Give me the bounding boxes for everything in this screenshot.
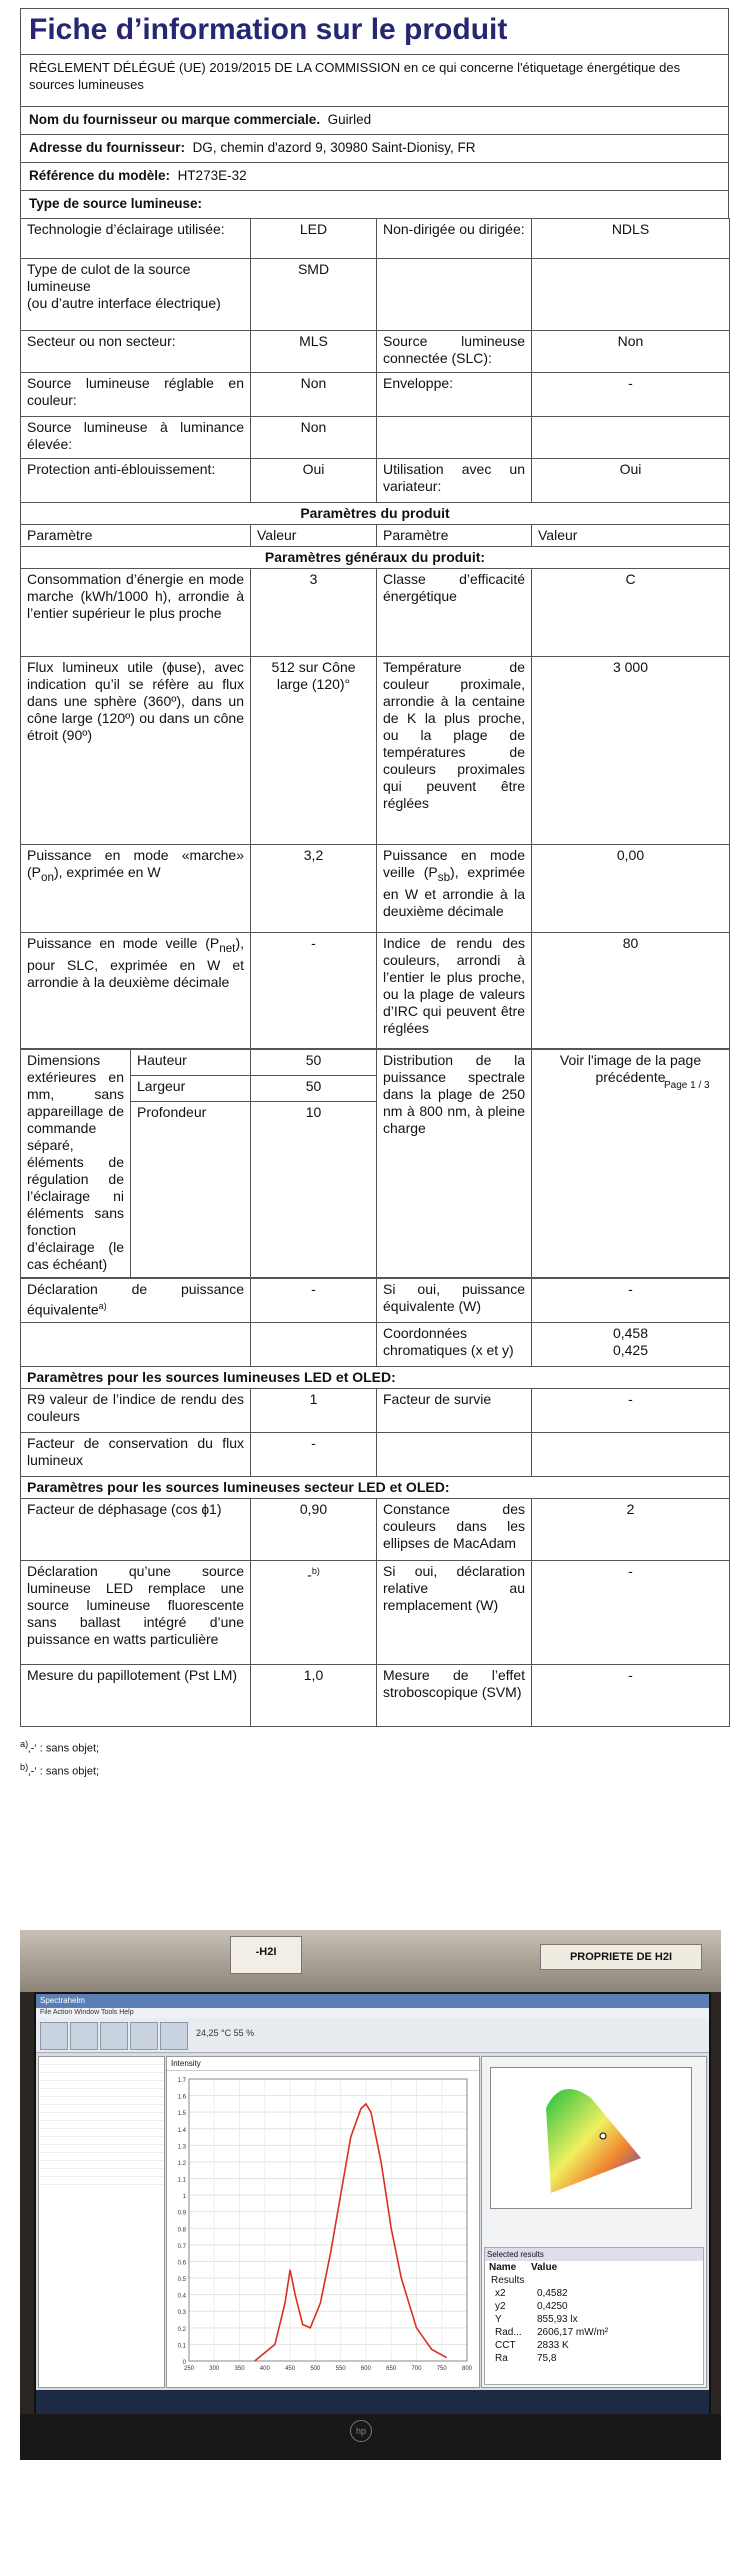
hauteur-label: Hauteur <box>131 1050 251 1076</box>
x-tick-label: 500 <box>310 2366 321 2372</box>
col-value-2: Valeur <box>532 525 730 547</box>
largeur-value: 50 <box>251 1076 377 1102</box>
classe-value: C <box>532 569 730 657</box>
hauteur-value: 50 <box>251 1050 377 1076</box>
variateur-label: Utilisation avec un variateur: <box>377 459 532 503</box>
save-icon <box>70 2022 98 2050</box>
source-type-header: Type de source lumineuse: <box>20 190 729 218</box>
y-tick-label: 1.7 <box>177 2078 186 2084</box>
result-name: y2 <box>495 2301 506 2312</box>
decl-table <box>20 1278 730 1727</box>
chromaticity-point <box>600 2133 606 2139</box>
decl-label: Déclaration de puissance équivalente$^{a)}$ <box>21 1279 251 1323</box>
result-value: 855,93 lx <box>537 2314 578 2325</box>
y-tick-label: 1.4 <box>177 2127 186 2134</box>
spectrometer-photo <box>20 1930 721 2460</box>
sidecl-label: Si oui, déclaration relative au remplacement (W) <box>377 1561 532 1665</box>
svm-value: - <box>532 1665 730 1727</box>
page-number: Page 1 / 3 <box>664 1080 710 1091</box>
results-table <box>484 2247 704 2385</box>
siequiv-label: Si oui, puissance équivalente (W) <box>377 1279 532 1323</box>
dims-label: Dimensions extérieures en mm, sans appareillage de commande séparé, éléments de régulation de l’éclairage ni éléments sans fonction d’éclairage (le cas échéant) <box>21 1050 131 1278</box>
plot-frame <box>189 2079 467 2361</box>
connectee-value: Non <box>532 331 730 373</box>
col-param-1: Paramètre <box>21 525 251 547</box>
footnote-a: $^{a)}$‚-‘ : sans objet; <box>20 1739 100 1755</box>
temp-label: Température de couleur proximale, arrondie à la centaine de K la plus proche, ou la plage de températures de couleurs proximales qui peuvent être réglées <box>377 657 532 845</box>
result-name: Y <box>495 2314 502 2325</box>
laptop-bezel <box>20 2414 721 2460</box>
results-rows <box>485 2287 703 2365</box>
dimensions-table <box>20 1049 730 1278</box>
model-row <box>20 162 729 190</box>
temperature-readout: 24,25 °C 55 % <box>196 2028 255 2038</box>
pnet-value: - <box>251 933 377 1049</box>
chroma-label: Coordonnées chromatiques (x et y) <box>377 1323 532 1367</box>
product-sheet <box>20 8 729 1780</box>
window-title: Spectrahelm <box>36 1994 709 2008</box>
y-tick-label: 0.6 <box>177 2260 186 2267</box>
reglable-label: Source lumineuse réglable en couleur: <box>21 373 251 417</box>
taskbar <box>36 2390 709 2414</box>
y-tick-label: 0.2 <box>177 2326 186 2333</box>
nondir-label: Non-dirigée ou dirigée: <box>377 219 532 259</box>
y-tick-label: 1 <box>182 2194 186 2201</box>
y-tick-label: 0 <box>182 2360 186 2366</box>
dephasage-label: Facteur de déphasage (cos ɸ1) <box>21 1499 251 1561</box>
profondeur-value: 10 <box>251 1102 377 1128</box>
constance-value: 2 <box>532 1499 730 1561</box>
conso-value: 3 <box>251 569 377 657</box>
page-title: Fiche d’information sur le produit <box>20 8 729 54</box>
temp-value: 3 000 <box>532 657 730 845</box>
cie-horseshoe <box>491 2068 691 2208</box>
pst-value: 1,0 <box>251 1665 377 1727</box>
chart-tab: Intensity <box>167 2057 479 2071</box>
cie-diagram <box>490 2067 692 2209</box>
connectee-label: Source lumineuse connectée (SLC): <box>377 331 532 373</box>
address-row <box>20 134 729 162</box>
x-tick-label: 400 <box>259 2366 270 2372</box>
luminance-label: Source lumineuse à luminance élevée: <box>21 417 251 459</box>
r9-label: R9 valeur de l’indice de rendu des couleurs <box>21 1389 251 1433</box>
dephasage-value: 0,90 <box>251 1499 377 1561</box>
flux-value: 512 sur Cône large (120)° <box>251 657 377 845</box>
y-tick-label: 0.8 <box>177 2227 186 2234</box>
psb-value: 0,00 <box>532 845 730 933</box>
supplier-label: Nom du fournisseur ou marque commerciale. <box>29 112 321 127</box>
secteur-value: MLS <box>251 331 377 373</box>
culot-value: SMD <box>251 259 377 331</box>
irc-label: Indice de rendu des couleurs, arrondi à l’entier le plus proche, ou la plage de valeurs d’IRC qui peuvent être réglées <box>377 933 532 1049</box>
x-tick-label: 650 <box>386 2366 397 2372</box>
antiebl-value: Oui <box>251 459 377 503</box>
x-tick-label: 600 <box>360 2366 371 2372</box>
results-header: Name Value <box>489 2262 558 2273</box>
general-header: Paramètres généraux du produit: <box>21 547 730 569</box>
asset-sticker: -H2I <box>230 1936 302 1974</box>
culot-label: Type de culot de la source lumineuse (ou d’autre interface électrique) <box>21 259 251 331</box>
result-row <box>485 2352 703 2365</box>
results-title: Selected results <box>485 2248 703 2261</box>
results-panel <box>481 2056 707 2388</box>
spectrum-chart <box>167 2071 477 2383</box>
largeur-label: Largeur <box>131 1076 251 1102</box>
hp-logo: hp <box>350 2420 372 2442</box>
pst-label: Mesure du papillotement (Pst LM) <box>21 1665 251 1727</box>
laptop-screen <box>34 1992 711 2416</box>
spectre-label: Distribution de la puissance spectrale dans la plage de 250 nm à 800 nm, à pleine charge <box>377 1050 532 1278</box>
spectrum-line <box>255 2104 447 2361</box>
x-tick-label: 800 <box>461 2366 473 2372</box>
result-value: 0,4582 <box>537 2288 568 2299</box>
secteur-label: Secteur ou non secteur: <box>21 331 251 373</box>
constance-label: Constance des couleurs dans les ellipses de MacAdam <box>377 1499 532 1561</box>
x-tick-label: 750 <box>436 2366 447 2372</box>
profondeur-label: Profondeur <box>131 1102 251 1128</box>
result-name: Rad... <box>495 2327 522 2338</box>
results-group: Results <box>491 2275 525 2286</box>
y-tick-label: 0.7 <box>177 2243 186 2250</box>
params-header: Paramètres du produit <box>21 503 730 525</box>
model-value: HT273E-32 <box>177 168 247 183</box>
x-tick-label: 700 <box>411 2366 422 2372</box>
fluo-label: Déclaration qu’une source lumineuse LED remplace une source lumineuse fluorescente sans ballast intégré d’une puissance en watts particulière <box>21 1561 251 1665</box>
result-row <box>485 2287 703 2300</box>
antiebl-label: Protection anti-éblouissement: <box>21 459 251 503</box>
menu-bar: File Action Window Tools Help <box>36 2008 709 2018</box>
flux-label: Flux lumineux utile (ɸuse), avec indication qu’il se réfère au flux dans une sphère (360º), dans un cône large (120º) ou dans un cône étroit (90º) <box>21 657 251 845</box>
open-icon <box>40 2022 68 2050</box>
measure-icon <box>100 2022 128 2050</box>
pnet-label: Puissance en mode veille $(P_{net})$, pour SLC, exprimée en W et arrondie à la deuxième décimale <box>21 933 251 1049</box>
conso-label: Consommation d’énergie en mode marche (kWh/1000 h), arrondie à l’entier supérieur le plus proche <box>21 569 251 657</box>
regulation-text: RÈGLEMENT DÉLÉGUÉ (UE) 2019/2015 DE LA COMMISSION en ce qui concerne l'étiquetage énergétique des sources lumineuses <box>20 54 729 106</box>
reglable-value: Non <box>251 373 377 417</box>
pon-value: 3,2 <box>251 845 377 933</box>
conservation-label: Facteur de conservation du flux lumineux <box>21 1433 251 1477</box>
address-label: Adresse du fournisseur: <box>29 140 186 155</box>
enveloppe-label: Enveloppe: <box>377 373 532 417</box>
sidecl-value: - <box>532 1561 730 1665</box>
footnotes <box>20 1735 729 1780</box>
source-type-table <box>20 218 730 1049</box>
techno-label: Technologie d’éclairage utilisée: <box>21 219 251 259</box>
measurement-tree <box>38 2056 165 2388</box>
result-row <box>485 2313 703 2326</box>
spectre-value: Voir l'image de la page précédente <box>532 1050 730 1278</box>
nondir-value: NDLS <box>532 219 730 259</box>
mains-header: Paramètres pour les sources lumineuses secteur LED et OLED: <box>21 1477 730 1499</box>
y-tick-label: 1.3 <box>177 2144 186 2151</box>
irc-value: 80 <box>532 933 730 1049</box>
x-tick-label: 300 <box>209 2366 220 2372</box>
property-sticker: PROPRIETE DE H2I <box>540 1944 702 1970</box>
y-tick-label: 0.4 <box>177 2293 186 2300</box>
decl-value: - <box>251 1279 377 1323</box>
led-header: Paramètres pour les sources lumineuses LED et OLED: <box>21 1367 730 1389</box>
conservation-value: - <box>251 1433 377 1477</box>
psb-label: Puissance en mode veille $(P_{sb})$, exprimée en W et arrondie à la deuxième décimale <box>377 845 532 933</box>
fluo-value: -$^{b)}$ <box>251 1561 377 1665</box>
x-tick-label: 550 <box>335 2366 346 2372</box>
x-tick-label: 450 <box>285 2366 296 2372</box>
result-name: Ra <box>495 2353 508 2364</box>
address-value: DG, chemin d'azord 9, 30980 Saint-Dionisy, FR <box>192 140 476 155</box>
luminance-value: Non <box>251 417 377 459</box>
config-icon <box>160 2022 188 2050</box>
result-value: 2606,17 mW/m² <box>537 2327 609 2338</box>
footnote-b: $^{b)}$‚-‘ : sans objet; <box>20 1761 100 1778</box>
chroma-value: 0,458 0,425 <box>532 1323 730 1367</box>
pon-label: Puissance en mode «marche» $(P_{on})$, exprimée en W <box>21 845 251 933</box>
result-value: 0,4250 <box>537 2301 568 2312</box>
model-label: Référence du modèle: <box>29 168 171 183</box>
toolbar <box>36 2018 709 2053</box>
result-row <box>485 2339 703 2352</box>
y-tick-label: 0.3 <box>177 2310 186 2317</box>
supplier-row <box>20 106 729 134</box>
result-name: x2 <box>495 2288 506 2299</box>
survie-label: Facteur de survie <box>377 1389 532 1433</box>
survie-value: - <box>532 1389 730 1433</box>
y-tick-label: 1.1 <box>177 2177 186 2184</box>
siequiv-value: - <box>532 1279 730 1323</box>
y-tick-label: 0.1 <box>177 2343 186 2350</box>
spectrum-panel <box>166 2056 480 2388</box>
svm-label: Mesure de l’effet stroboscopique (SVM) <box>377 1665 532 1727</box>
techno-value: LED <box>251 219 377 259</box>
result-row <box>485 2326 703 2339</box>
continuous-icon <box>130 2022 158 2050</box>
y-tick-label: 1.5 <box>177 2111 186 2118</box>
y-tick-label: 0.5 <box>177 2277 186 2284</box>
x-tick-label: 350 <box>234 2366 245 2372</box>
col-value-1: Valeur <box>251 525 377 547</box>
result-row <box>485 2300 703 2313</box>
result-name: CCT <box>495 2340 516 2351</box>
enveloppe-value: - <box>532 373 730 417</box>
y-tick-label: 1.6 <box>177 2094 186 2101</box>
col-param-2: Paramètre <box>377 525 532 547</box>
classe-label: Classe d’efficacité énergétique <box>377 569 532 657</box>
y-tick-label: 0.9 <box>177 2210 186 2217</box>
r9-value: 1 <box>251 1389 377 1433</box>
y-tick-label: 1.2 <box>177 2160 186 2167</box>
x-tick-label: 250 <box>183 2366 195 2372</box>
result-value: 2833 K <box>537 2340 569 2351</box>
color-gamut <box>546 2089 641 2193</box>
result-value: 75,8 <box>537 2353 557 2364</box>
variateur-value: Oui <box>532 459 730 503</box>
supplier-value: Guirled <box>327 112 372 127</box>
